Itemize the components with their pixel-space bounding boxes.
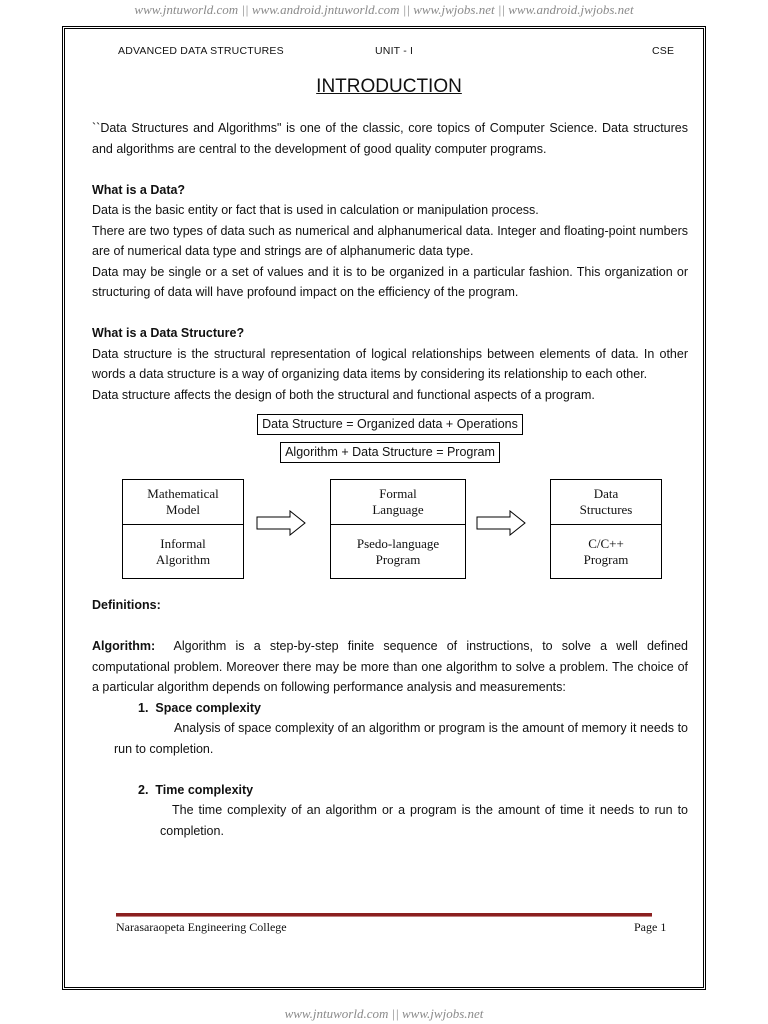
box2-top-1: Formal (379, 486, 417, 501)
formula-program: Algorithm + Data Structure = Program (280, 442, 500, 463)
program-development-diagram (92, 477, 688, 597)
algorithm-paragraph (92, 636, 688, 698)
document-body (92, 118, 688, 841)
header-dept: CSE (652, 45, 675, 57)
data-paragraph-3: Data may be single or a set of values and it is to be organized in a particular fashion. This organization or structuring of data will have profound impact on the efficiency of the program. (92, 264, 688, 299)
box1-bottom-1: Informal (160, 536, 206, 551)
definitions-heading: Definitions: (92, 598, 161, 612)
item-2-title: Time complexity (155, 782, 254, 797)
box3-top-2: Structures (579, 502, 633, 517)
box3-bottom-1: C/C++ (588, 536, 624, 551)
watermark-top: www.jntuworld.com || www.android.jntuworld.com || www.jwjobs.net || www.android.jwjobs.net (134, 2, 634, 17)
footer-college: Narasaraopeta Engineering College (116, 920, 287, 934)
data-paragraph-2: There are two types of data such as numerical and alphanumerical data. Integer and floating-point numbers are of numerical data type and strings are of alphanumeric data type. (92, 223, 688, 258)
ds-heading: What is a Data Structure? (92, 326, 245, 340)
footer-rule (116, 913, 652, 917)
diagram-box-structures (550, 479, 662, 579)
diagram-box-model (122, 479, 244, 579)
watermark-bottom: www.jntuworld.com || www.jwjobs.net (284, 1006, 484, 1021)
item-2-number: 2. (138, 782, 149, 797)
item-1-text (92, 718, 688, 759)
arrow-icon-2 (476, 510, 526, 536)
list-item (92, 780, 688, 801)
box3-bottom-2: Program (583, 552, 629, 567)
algorithm-label: Algorithm: (92, 639, 156, 653)
diagram-box-language (330, 479, 466, 579)
box1-top-1: Mathematical (147, 486, 219, 501)
list-item (92, 698, 688, 719)
arrow-icon-1 (256, 510, 306, 536)
box1-bottom-2: Algorithm (155, 552, 211, 567)
item-1-title: Space complexity (155, 700, 261, 715)
box3-top-1: Data (593, 486, 619, 501)
header-unit: UNIT - I (375, 45, 414, 57)
intro-paragraph: ``Data Structures and Algorithms" is one of the classic, core topics of Computer Science. Data structures and algorithms are central to the development of good quality computer programs. (92, 121, 688, 156)
item-2-text (92, 800, 688, 841)
ds-paragraph-2: Data structure affects the design of both the structural and functional aspects of a program. (92, 387, 595, 402)
footer-page-number: Page 1 (634, 920, 667, 934)
item-2-text-span: The time complexity of an algorithm or a program is the amount of time it needs to run to completion. (160, 803, 688, 838)
formula-data-structure: Data Structure = Organized data + Operations (257, 414, 523, 435)
box1-top-2: Model (166, 502, 200, 517)
data-heading: What is a Data? (92, 182, 186, 197)
item-1-number: 1. (138, 700, 149, 715)
box2-bottom-2: Program (375, 552, 421, 567)
ds-paragraph-1: Data structure is the structural representation of logical relationships between elements of data. In other words a data structure is a way of organizing data items by considering its relationship to each other. (92, 346, 688, 381)
header-subject: ADVANCED DATA STRUCTURES (118, 45, 284, 57)
data-paragraph-1: Data is the basic entity or fact that is used in calculation or manipulation process. (92, 203, 539, 217)
box2-bottom-1: Psedo-language (356, 536, 440, 551)
algorithm-text: Algorithm is a step-by-step finite sequence of instructions, to solve a well defined computational problem. Moreover there may be more than one algorithm to solve a problem. The choice of a particular algorithm depends on following performance analysis and measurements: (92, 639, 688, 694)
item-1-text-span: Analysis of space complexity of an algorithm or program is the amount of memory it needs to run to completion. (114, 721, 688, 756)
page-title: INTRODUCTION (316, 76, 462, 97)
box2-top-2: Language (372, 502, 424, 517)
